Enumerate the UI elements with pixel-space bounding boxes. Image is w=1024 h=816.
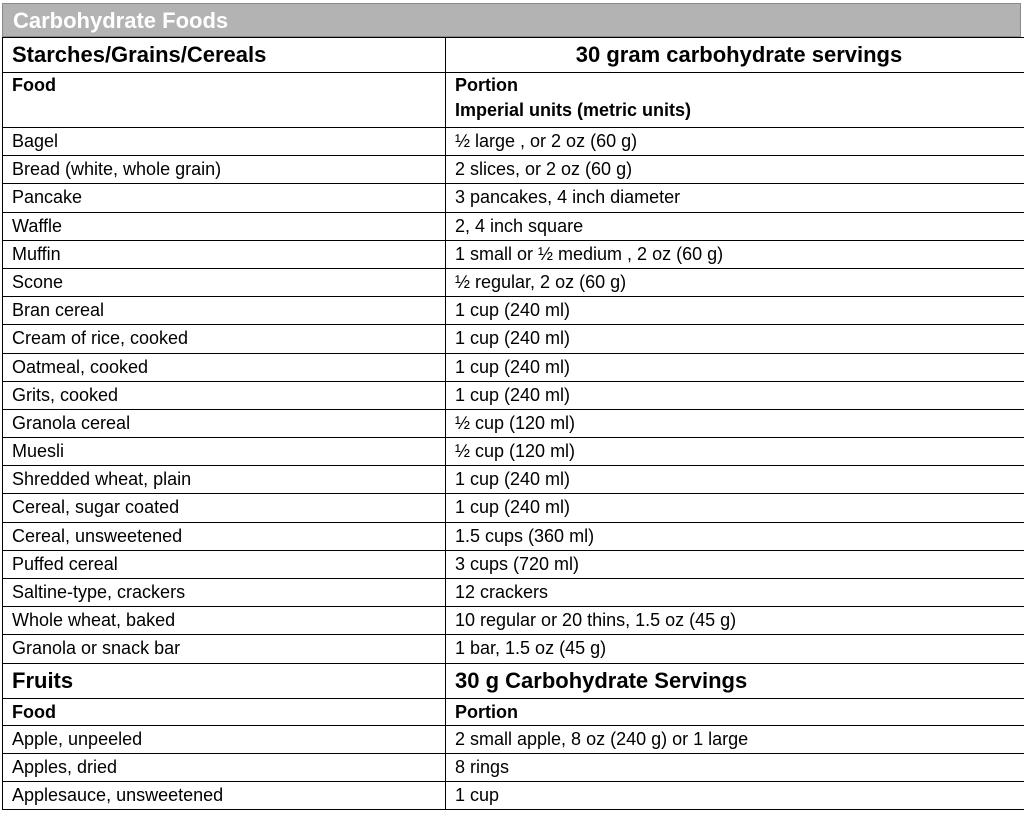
- food-cell: Waffle: [3, 212, 446, 240]
- portion-cell: 1 small or ½ medium , 2 oz (60 g): [446, 240, 1024, 268]
- table-body: [3, 38, 1024, 810]
- table-row: [3, 381, 1024, 409]
- section-name: Starches/Grains/Cereals: [3, 38, 446, 73]
- col-portion-label: Portion: [455, 75, 518, 95]
- carbohydrate-table: [2, 3, 1021, 810]
- table-row: [3, 438, 1024, 466]
- food-cell: Shredded wheat, plain: [3, 466, 446, 494]
- food-cell: Granola cereal: [3, 409, 446, 437]
- table-row: [3, 325, 1024, 353]
- section-serving: 30 gram carbohydrate servings: [446, 38, 1024, 73]
- portion-cell: ½ cup (120 ml): [446, 409, 1024, 437]
- section-header: [3, 663, 1024, 698]
- table-row: [3, 494, 1024, 522]
- table-row: [3, 466, 1024, 494]
- food-cell: Apples, dried: [3, 753, 446, 781]
- section-serving: 30 g Carbohydrate Servings: [446, 663, 1024, 698]
- food-cell: Muffin: [3, 240, 446, 268]
- table-row: [3, 409, 1024, 437]
- food-cell: Scone: [3, 268, 446, 296]
- food-cell: Apple, unpeeled: [3, 725, 446, 753]
- table-row: [3, 240, 1024, 268]
- table-row: [3, 156, 1024, 184]
- column-header-row: [3, 73, 1024, 128]
- col-portion-sublabel: Imperial units (metric units): [455, 100, 692, 120]
- portion-cell: 1 cup (240 ml): [446, 466, 1024, 494]
- col-portion-header: Portion: [446, 698, 1024, 725]
- table-row: [3, 579, 1024, 607]
- portion-cell: 1 cup (240 ml): [446, 353, 1024, 381]
- food-cell: Cereal, unsweetened: [3, 522, 446, 550]
- portion-cell: 1 cup (240 ml): [446, 381, 1024, 409]
- table-row: [3, 184, 1024, 212]
- table-row: [3, 522, 1024, 550]
- portion-cell: 1 bar, 1.5 oz (45 g): [446, 635, 1024, 663]
- food-cell: Grits, cooked: [3, 381, 446, 409]
- portion-cell: 3 cups (720 ml): [446, 550, 1024, 578]
- portion-cell: ½ regular, 2 oz (60 g): [446, 268, 1024, 296]
- section-name: Fruits: [3, 663, 446, 698]
- table-row: [3, 212, 1024, 240]
- food-cell: Whole wheat, baked: [3, 607, 446, 635]
- portion-cell: 3 pancakes, 4 inch diameter: [446, 184, 1024, 212]
- food-cell: Muesli: [3, 438, 446, 466]
- portion-cell: 2 slices, or 2 oz (60 g): [446, 156, 1024, 184]
- table-title: Carbohydrate Foods: [2, 3, 1021, 37]
- food-cell: Cereal, sugar coated: [3, 494, 446, 522]
- food-cell: Granola or snack bar: [3, 635, 446, 663]
- food-cell: Saltine-type, crackers: [3, 579, 446, 607]
- col-food-header: Food: [3, 73, 446, 128]
- portion-cell: 12 crackers: [446, 579, 1024, 607]
- section-header: [3, 38, 1024, 73]
- col-food-header: Food: [3, 698, 446, 725]
- portion-cell: 1 cup (240 ml): [446, 325, 1024, 353]
- portion-cell: 1 cup: [446, 781, 1024, 809]
- portion-cell: ½ large , or 2 oz (60 g): [446, 128, 1024, 156]
- table-row: [3, 725, 1024, 753]
- table-row: [3, 128, 1024, 156]
- food-cell: Cream of rice, cooked: [3, 325, 446, 353]
- portion-cell: 10 regular or 20 thins, 1.5 oz (45 g): [446, 607, 1024, 635]
- portion-cell: ½ cup (120 ml): [446, 438, 1024, 466]
- food-cell: Bran cereal: [3, 297, 446, 325]
- portion-cell: 1 cup (240 ml): [446, 297, 1024, 325]
- portion-cell: 8 rings: [446, 753, 1024, 781]
- table-row: [3, 607, 1024, 635]
- col-portion-header: [446, 73, 1024, 128]
- portion-cell: 1 cup (240 ml): [446, 494, 1024, 522]
- table-row: [3, 781, 1024, 809]
- portion-cell: 2, 4 inch square: [446, 212, 1024, 240]
- portion-cell: 2 small apple, 8 oz (240 g) or 1 large: [446, 725, 1024, 753]
- table-row: [3, 753, 1024, 781]
- portion-cell: 1.5 cups (360 ml): [446, 522, 1024, 550]
- food-table: [2, 37, 1024, 810]
- food-cell: Puffed cereal: [3, 550, 446, 578]
- table-row: [3, 297, 1024, 325]
- food-cell: Bread (white, whole grain): [3, 156, 446, 184]
- column-header-row: [3, 698, 1024, 725]
- food-cell: Pancake: [3, 184, 446, 212]
- food-cell: Bagel: [3, 128, 446, 156]
- table-row: [3, 268, 1024, 296]
- table-row: [3, 353, 1024, 381]
- table-row: [3, 635, 1024, 663]
- food-cell: Oatmeal, cooked: [3, 353, 446, 381]
- food-cell: Applesauce, unsweetened: [3, 781, 446, 809]
- table-row: [3, 550, 1024, 578]
